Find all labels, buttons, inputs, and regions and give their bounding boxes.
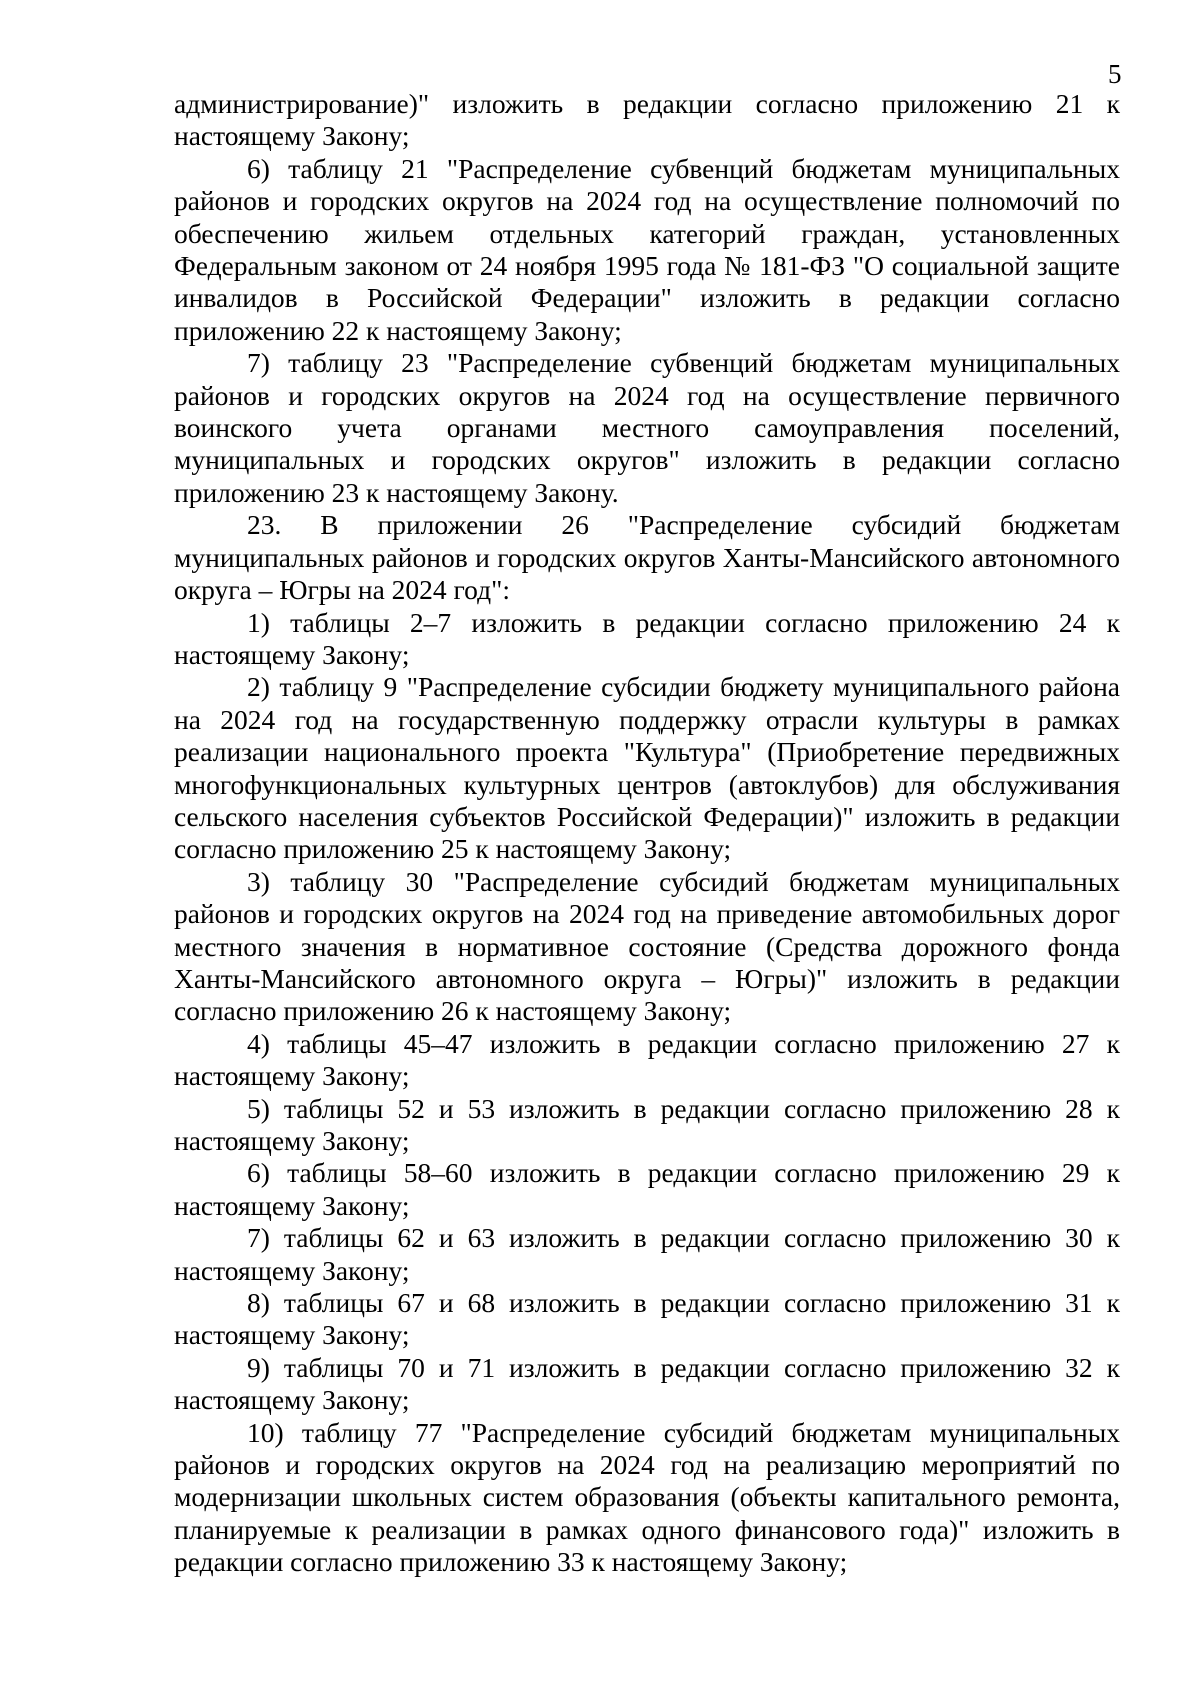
paragraph: 6) таблицы 58–60 изложить в редакции согласно приложению 29 к настоящему Закону; [174, 1157, 1120, 1221]
paragraph: 5) таблицы 52 и 53 изложить в редакции согласно приложению 28 к настоящему Закону; [174, 1092, 1120, 1156]
paragraph: 4) таблицы 45–47 изложить в редакции согласно приложению 27 к настоящему Закону; [174, 1027, 1120, 1092]
paragraph: 8) таблицы 67 и 68 изложить в редакции согласно приложению 31 к настоящему Закону; [174, 1287, 1120, 1351]
paragraph: 7) таблицы 62 и 63 изложить в редакции согласно приложению 30 к настоящему Закону; [174, 1222, 1120, 1286]
paragraph: 2) таблицу 9 "Распределение субсидии бюджету муниципального района на 2024 год на государственную поддержку отрасли культуры в рамках реализации национального проекта "Культура" (Приобретение передвижных многофункциональных культурных центров (автоклубов) для обслуживания сельского населения субъектов Российской Федерации)" изложить в редакции согласно приложению 25 к настоящему Закону; [174, 671, 1120, 865]
paragraph: 3) таблицу 30 "Распределение субсидий бюджетам муниципальных районов и городских округов на 2024 год на приведение автомобильных дорог местного значения в нормативное состояние (Средства дорожного фонда Ханты-Мансийского автономного округа – Югры)" изложить в редакции согласно приложению 26 к настоящему Закону; [174, 865, 1120, 1027]
paragraph: 23. В приложении 26 "Распределение субсидий бюджетам муниципальных районов и городских округов Ханты-Мансийского автономного округа – Югры на 2024 год": [174, 509, 1120, 606]
paragraph: 9) таблицы 70 и 71 изложить в редакции согласно приложению 32 к настоящему Закону; [174, 1351, 1120, 1416]
paragraph: 7) таблицу 23 "Распределение субвенций бюджетам муниципальных районов и городских округов на 2024 год на осуществление первичного воинского учета органами местного самоуправления поселений, муниципальных и городских округов" изложить в редакции согласно приложению 23 к настоящему Закону. [174, 347, 1120, 508]
page-number: 5 [1108, 59, 1122, 89]
paragraph: 6) таблицу 21 "Распределение субвенций бюджетам муниципальных районов и городских округов на 2024 год на осуществление полномочий по обеспечению жильем отдельных категорий граждан, установленных Федеральным законом от 24 ноября 1995 года № 181-ФЗ "О социальной защите инвалидов в Российской Федерации" изложить в редакции согласно приложению 22 к настоящему Закону; [174, 152, 1120, 346]
paragraph: 1) таблицы 2–7 изложить в редакции согласно приложению 24 к настоящему Закону; [174, 606, 1120, 670]
paragraph: администрирование)" изложить в редакции согласно приложению 21 к настоящему Закону; [174, 88, 1120, 152]
document-body [174, 88, 1120, 1579]
paragraph: 10) таблицу 77 "Распределение субсидий бюджетам муниципальных районов и городских округов на 2024 год на реализацию мероприятий по модернизации школьных систем образования (объекты капитального ремонта, планируемые к реализации в рамках одного финансового года)" изложить в редакции согласно приложению 33 к настоящему Закону; [174, 1416, 1120, 1578]
